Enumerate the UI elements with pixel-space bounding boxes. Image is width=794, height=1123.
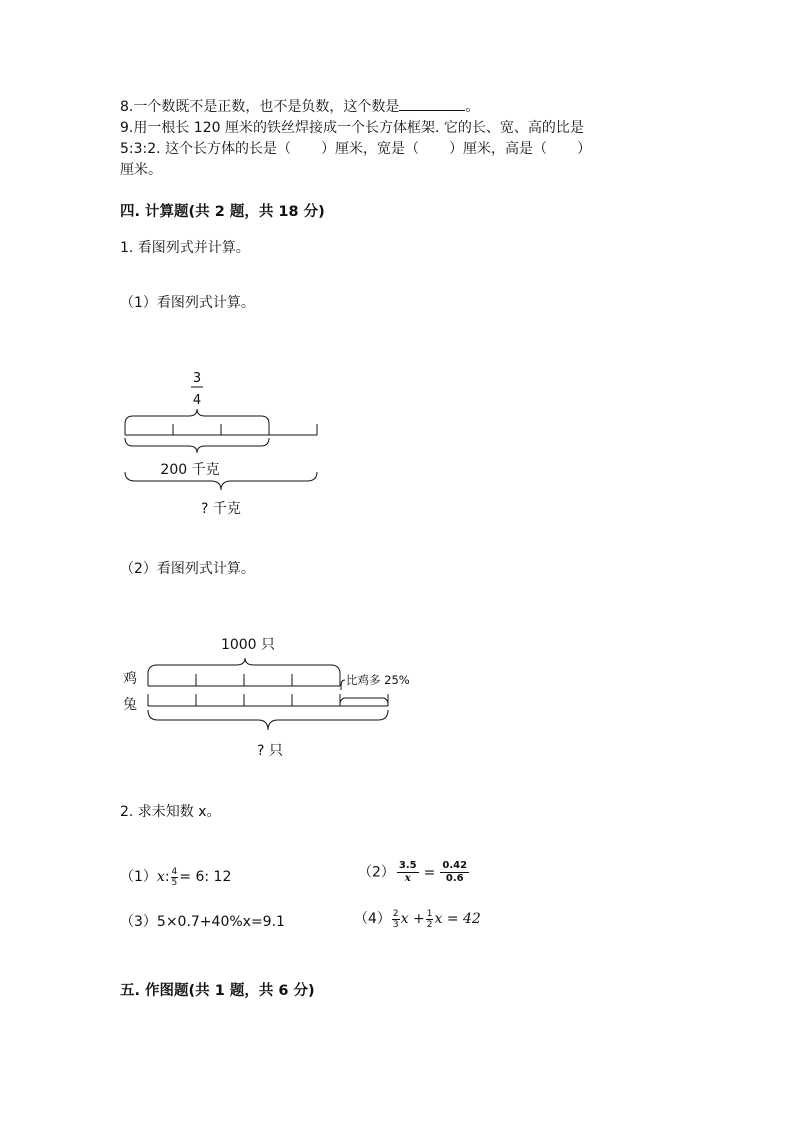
equation-4-term: x + — [400, 911, 425, 927]
fraction-denominator: 0.6 — [445, 873, 464, 884]
question-8-end: 。 — [465, 99, 480, 115]
question-8-text: 8.一个数既不是正数，也不是负数，这个数是 — [120, 99, 400, 115]
diagram-2-whole-brace — [148, 710, 388, 730]
diagram-1-unknown-label: ? 千克 — [201, 501, 241, 517]
section-4-title: 四. 计算题(共 2 题，共 18 分) — [120, 204, 325, 220]
equation-2-equals: = — [423, 864, 436, 881]
diagram-2-row-label-chicken: 鸡 — [123, 671, 137, 687]
fraction-numerator: 3.5 — [398, 860, 417, 871]
diagram-2-row-label-rabbit: 兔 — [123, 697, 137, 713]
question-9-line3: 厘米。 — [120, 162, 162, 178]
fraction-numerator: 2 — [392, 908, 399, 919]
fraction-numerator: 1 — [426, 908, 433, 919]
question-9-line1: 9.用一根长 120 厘米的铁丝焊接成一个长方体框架. 它的长、宽、高的比是 — [120, 120, 584, 136]
equation-1-fraction — [171, 867, 179, 888]
equation-4-rest: x = 42 — [434, 911, 481, 927]
diagram-1-fraction-denominator: 4 — [192, 393, 202, 408]
section-5-title: 五. 作图题(共 1 题，共 6 分) — [120, 983, 315, 999]
equation-1 — [120, 866, 231, 888]
calc-1-label: 1. 看图列式并计算。 — [120, 240, 250, 256]
question-9-width-text: ）厘米，宽是（ — [321, 141, 420, 157]
diagram-2-extra-brace — [340, 698, 388, 704]
equation-1-variable: x — [156, 869, 165, 885]
equation-1-label: （1） — [120, 869, 157, 885]
fraction-denominator: 2 — [426, 919, 433, 930]
diagram-1-fraction-numerator: 3 — [192, 371, 202, 386]
diagram-2-unknown-label: ? 只 — [257, 743, 283, 759]
calc-1-sub2-label: （2）看图列式计算。 — [120, 561, 255, 577]
question-9-length-text: 5:3:2. 这个长方体的长是（ — [120, 141, 292, 157]
equation-4-label: （4） — [354, 911, 391, 927]
fraction-denominator: x — [404, 873, 411, 884]
question-9-height-text: ）厘米，高是（ — [449, 141, 548, 157]
fraction-denominator: 5 — [171, 877, 178, 888]
diagram-2-note: 比鸡多 25% — [346, 673, 410, 687]
fraction-denominator: 3 — [392, 919, 399, 930]
equation-2-left-fraction — [397, 860, 419, 885]
diagram-2-top-brace — [148, 658, 340, 674]
equation-2 — [358, 860, 471, 885]
equation-4-fraction-2 — [426, 909, 434, 930]
equation-4-fraction-1 — [392, 909, 400, 930]
calc-2-label: 2. 求未知数 x。 — [120, 804, 221, 820]
equation-2-label: （2） — [358, 864, 395, 881]
equation-1-rest: = 6: 12 — [179, 869, 232, 885]
diagram-2-note-bracket — [341, 680, 345, 690]
question-9-paren-close: ） — [577, 141, 592, 157]
equation-1-colon: : — [164, 869, 170, 885]
diagram-1-known-label: 200 千克 — [160, 462, 220, 478]
fraction-numerator: 0.42 — [442, 860, 468, 871]
equation-2-right-fraction — [440, 860, 469, 885]
equation-4 — [354, 908, 481, 930]
diagram-2-top-label: 1000 只 — [220, 637, 276, 653]
calc-1-sub1-label: （1）看图列式计算。 — [120, 295, 255, 311]
equation-3: （3）5×0.7+40%x=9.1 — [120, 914, 285, 930]
fraction-numerator: 4 — [171, 866, 178, 877]
